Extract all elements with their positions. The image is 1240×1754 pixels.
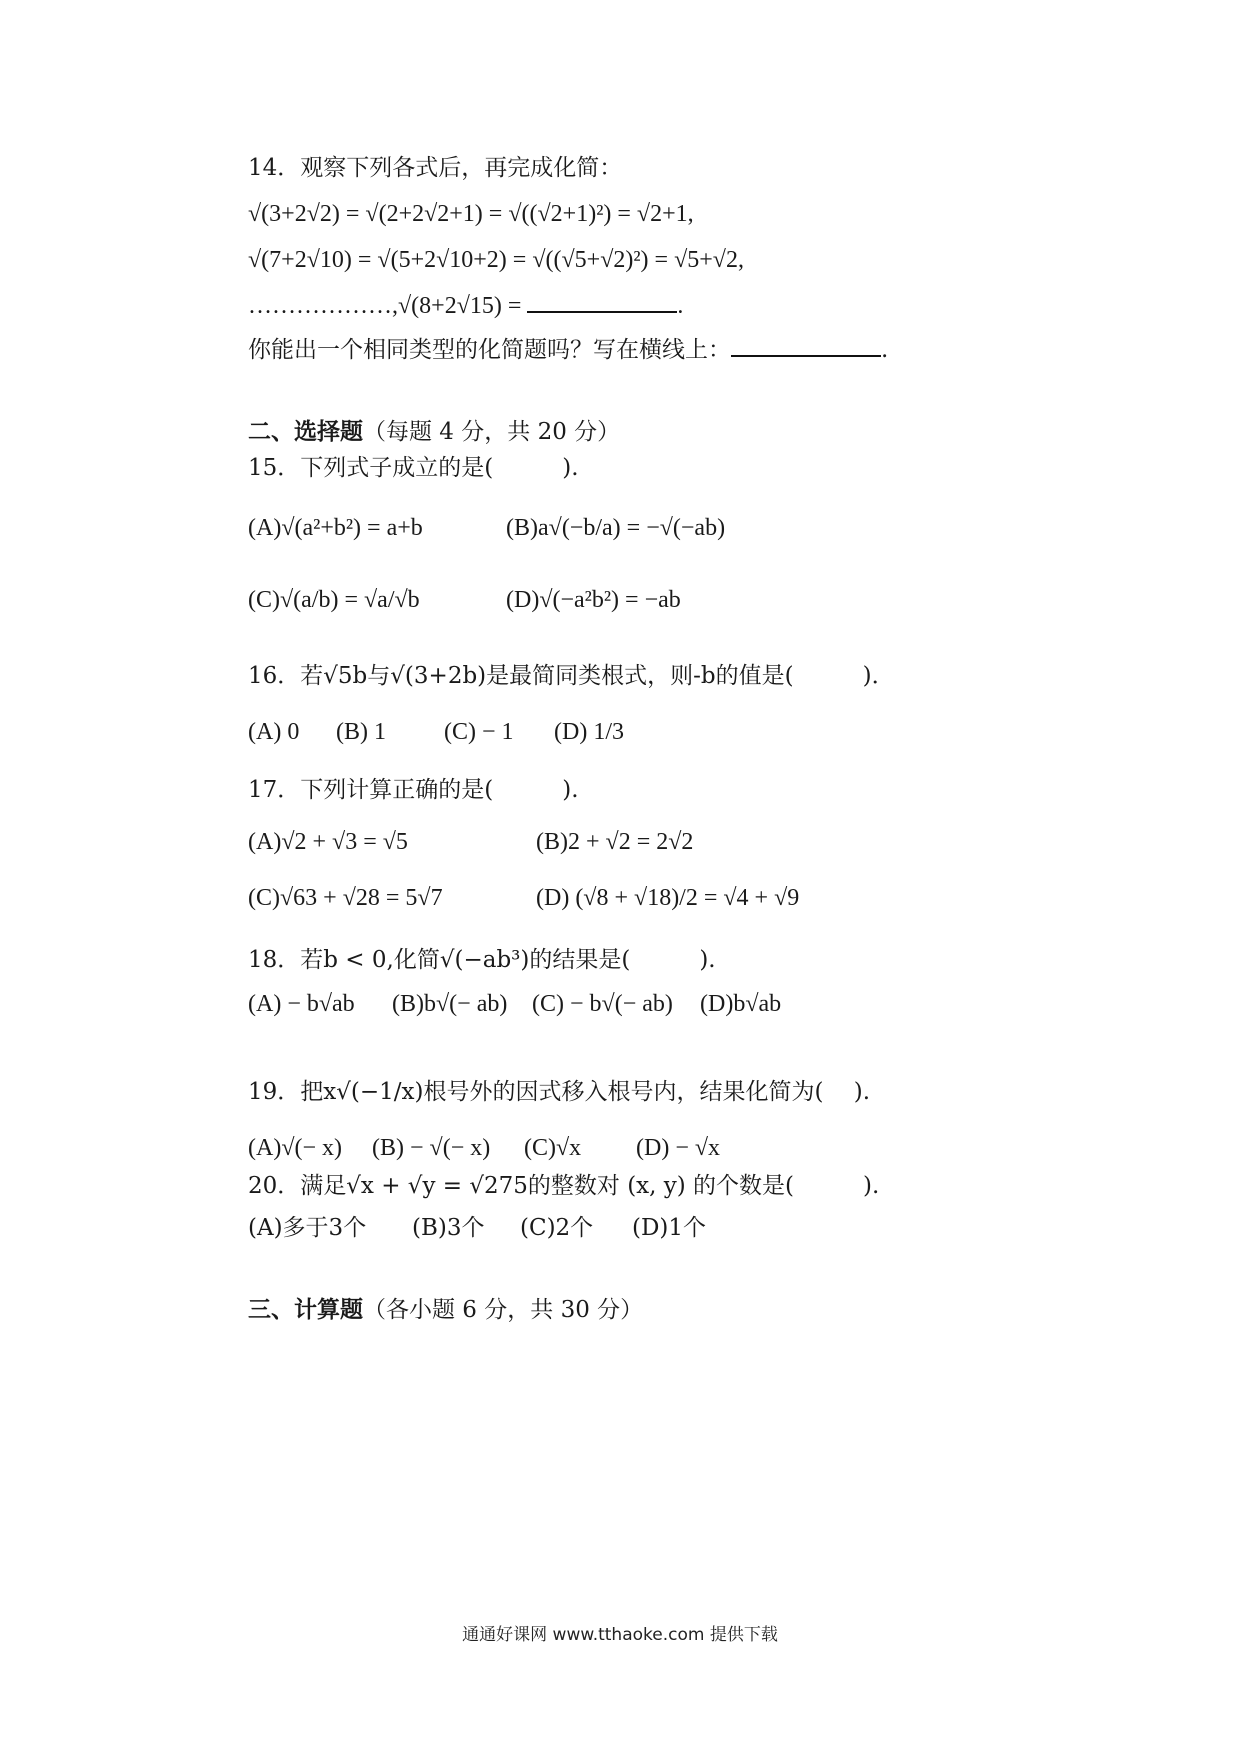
q14-ask-text: 你能出一个相同类型的化简题吗？写在横线上：	[248, 337, 731, 363]
q19-option-b[interactable]: (B) − √(− x)	[372, 1135, 491, 1161]
q16-option-d[interactable]: (D) 1/3	[554, 719, 624, 745]
q19-option-d[interactable]: (D) − √x	[636, 1135, 721, 1161]
q18-option-c[interactable]: (C) − b√(− ab)	[532, 991, 673, 1017]
q16-option-b[interactable]: (B) 1	[336, 719, 386, 745]
q15-option-a[interactable]: (A)√(a²+b²) = a+b	[248, 515, 423, 541]
q14-ask-blank[interactable]	[731, 333, 881, 357]
q17-option-a[interactable]: (A)√2 + √3 = √5	[248, 829, 408, 855]
section2-note: （每题 4 分，共 20 分）	[363, 419, 621, 445]
q14-ask	[248, 330, 888, 370]
q20-option-c[interactable]: (C)2个	[520, 1215, 594, 1241]
q18-option-d[interactable]: (D)b√ab	[700, 991, 782, 1017]
q14-dots: ………………,	[248, 293, 398, 319]
q19-stem: 19．把x√(−1/x)根号外的因式移入根号内，结果化简为( ).	[248, 1079, 871, 1105]
q19-option-c[interactable]: (C)√x	[524, 1135, 582, 1161]
q14-end: .	[677, 293, 684, 319]
q14-expr: √(8+2√15) =	[398, 293, 522, 319]
q17-option-d[interactable]: (D) (√8 + √18)/2 = √4 + √9	[536, 885, 800, 911]
q14-answer-blank[interactable]	[527, 289, 677, 313]
q16-option-a[interactable]: (A) 0	[248, 719, 300, 745]
q15-option-b[interactable]: (B)a√(−b/a) = −√(−ab)	[506, 515, 726, 541]
q19-option-a[interactable]: (A)√(− x)	[248, 1135, 343, 1161]
q17-option-b[interactable]: (B)2 + √2 = 2√2	[536, 829, 694, 855]
section3-heading	[248, 1290, 643, 1330]
q15-option-c[interactable]: (C)√(a/b) = √a/√b	[248, 587, 420, 613]
q18-option-a[interactable]: (A) − b√ab	[248, 991, 355, 1017]
q15-stem: 15．下列式子成立的是( ).	[248, 455, 579, 481]
q16-stem: 16．若√5b与√(3+2b)是最简同类根式，则-b的值是( )．	[248, 663, 895, 689]
section2-title: 二、选择题	[248, 418, 363, 445]
q15-option-d[interactable]: (D)√(−a²b²) = −ab	[506, 587, 681, 613]
q20-option-a[interactable]: (A)多于3个	[248, 1215, 367, 1241]
q18-stem: 18．若b < 0,化简√(−ab³)的结果是( ).	[248, 947, 716, 973]
q14-ask-end: .	[881, 337, 889, 363]
q18-option-b[interactable]: (B)b√(− ab)	[392, 991, 508, 1017]
q20-option-b[interactable]: (B)3个	[412, 1215, 485, 1241]
q14-equation-3	[248, 286, 683, 326]
section3-note: （各小题 6 分，共 30 分）	[363, 1297, 644, 1323]
footer-credit: 通通好课网 www.tthaoke.com 提供下载	[462, 1625, 778, 1645]
q17-stem: 17．下列计算正确的是( ).	[248, 777, 579, 803]
q20-option-d[interactable]: (D)1个	[632, 1215, 707, 1241]
q16-option-c[interactable]: (C) − 1	[444, 719, 514, 745]
section3-title: 三、计算题	[248, 1296, 363, 1323]
q20-stem: 20．满足√x + √y = √275的整数对 (x, y) 的个数是( ).	[248, 1173, 880, 1199]
q14-equation-2: √(7+2√10) = √(5+2√10+2) = √((√5+√2)²) = √5+√2,	[248, 247, 744, 273]
section2-heading	[248, 412, 620, 452]
q14-title: 14．观察下列各式后，再完成化简：	[248, 155, 623, 181]
q14-equation-1: √(3+2√2) = √(2+2√2+1) = √((√2+1)²) = √2+1,	[248, 201, 694, 227]
q17-option-c[interactable]: (C)√63 + √28 = 5√7	[248, 885, 443, 911]
